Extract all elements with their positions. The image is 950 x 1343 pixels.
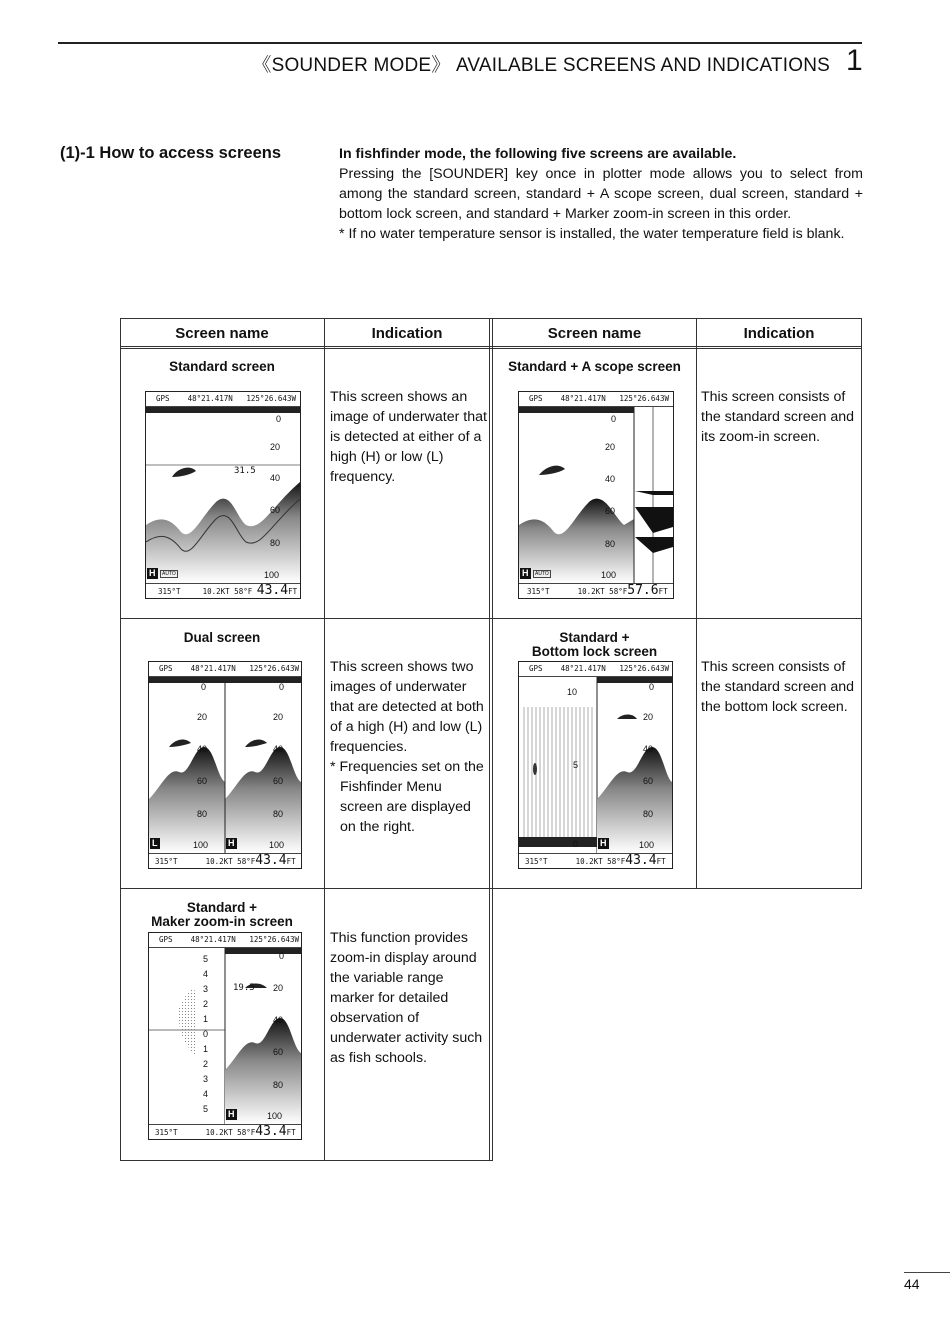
indication-dual-text: This screen shows two images of underwater that are detected at both of a high (H) and low (L) frequencies. — [330, 659, 484, 755]
table-col-rule-1 — [324, 318, 325, 1160]
depth-20: 20 — [270, 442, 281, 452]
depth-20: 20 — [273, 983, 284, 993]
table-row-rule-1 — [120, 618, 862, 619]
h-depth-20: 20 — [273, 712, 284, 722]
depth-0: 0 — [276, 414, 282, 424]
marker-value: 31.5 — [234, 466, 256, 476]
zoom-tick: 5 — [203, 1104, 209, 1114]
gps-bar: GPS 48°21.417N 125°26.643W — [149, 933, 301, 948]
depth-60: 60 — [643, 776, 654, 786]
l-depth-80: 80 — [197, 809, 208, 819]
bl-depth-10: 10 — [567, 687, 578, 697]
depth-40: 40 — [643, 744, 654, 754]
depth-60: 60 — [605, 506, 616, 516]
depth-100: 100 — [264, 570, 280, 580]
echogram — [149, 677, 301, 853]
zoom-tick: 1 — [203, 1044, 209, 1054]
table-header-rule — [120, 346, 862, 347]
marker-zoom-screen-image — [148, 932, 302, 1140]
l-depth-0: 0 — [201, 682, 207, 692]
header-title: AVAILABLE SCREENS AND INDICATIONS — [450, 55, 830, 76]
zoom-tick: 2 — [203, 1059, 209, 1069]
depth-80: 80 — [270, 538, 281, 548]
freq-h-label: H — [149, 568, 156, 578]
zoom-tick: 3 — [203, 1074, 209, 1084]
zoom-tick: 3 — [203, 984, 209, 994]
depth-0: 0 — [279, 951, 285, 961]
depth-20: 20 — [643, 712, 654, 722]
intro-note: * If no water temperature sensor is installed, the water temperature field is blank. — [339, 226, 845, 242]
marker-value: 19.5 — [233, 983, 255, 993]
h-depth-80: 80 — [273, 809, 284, 819]
section-title: (1)-1 How to access screens — [60, 144, 282, 162]
screen-name-bottom-lock — [493, 631, 696, 659]
indication-standard: This screen shows an image of underwater that is detected at either of a high (H) or low (L) frequency. — [330, 389, 487, 485]
gps-bar: GPS 48°21.417N 125°26.643W — [146, 392, 300, 407]
screen-name-standard: Standard screen — [169, 359, 275, 374]
depth-0: 0 — [649, 682, 655, 692]
screen-name-marker-zoom — [120, 901, 324, 929]
zoom-tick: 4 — [203, 969, 209, 979]
h-depth-60: 60 — [273, 776, 284, 786]
echogram — [146, 407, 300, 583]
intro-lead: In fishfinder mode, the following five screens are available. — [339, 146, 737, 162]
page-header — [0, 50, 830, 77]
bottom-lock-screen-image — [518, 661, 673, 869]
echogram — [519, 677, 672, 853]
screen-name-dual: Dual screen — [183, 630, 261, 645]
depth-60: 60 — [273, 1047, 284, 1057]
dual-screen-image — [148, 661, 302, 869]
depth-0: 0 — [611, 414, 617, 424]
h-depth-0: 0 — [279, 682, 285, 692]
ascope-screen-image — [518, 391, 674, 599]
zoom-tick: 4 — [203, 1089, 209, 1099]
depth-100: 100 — [639, 840, 655, 850]
depth-80: 80 — [273, 1080, 284, 1090]
depth-40: 40 — [270, 473, 281, 483]
gps-bar: GPS 48°21.417N 125°26.643W — [519, 392, 673, 407]
depth-80: 80 — [605, 539, 616, 549]
table-col-rule-4 — [696, 318, 697, 889]
depth-100: 100 — [267, 1111, 283, 1121]
zoom-tick: 2 — [203, 999, 209, 1009]
gps-bar: GPS 48°21.417N 125°26.643W — [149, 662, 301, 677]
table-col-rule-2 — [489, 318, 490, 1160]
echogram — [519, 407, 673, 583]
chapter-number: 1 — [846, 44, 863, 77]
screen-name-bottom-lock-line1: Standard + — [559, 630, 630, 645]
screen-name-marker-zoom-line2: Maker zoom-in screen — [151, 914, 293, 929]
freq-h-label: H — [228, 838, 235, 848]
col-screen-name-1: Screen name — [175, 325, 269, 342]
screen-name-bottom-lock-line2: Bottom lock screen — [531, 644, 658, 659]
header-mark-right: 》 — [431, 55, 451, 76]
indication-bottom-lock: This screen consists of the standard screen and the bottom lock screen. — [701, 659, 855, 715]
bl-depth-5: 5 — [573, 760, 579, 770]
status-bar: 315°T 10.2KT 58°F43.4FT — [519, 853, 672, 868]
zoom-tick: 1 — [203, 1014, 209, 1024]
l-depth-60: 60 — [197, 776, 208, 786]
indication-dual-note: * Frequencies set on the Fishfinder Menu screen are displayed on the right. — [330, 759, 484, 835]
table-header-rule-2 — [120, 348, 862, 349]
indication-ascope: This screen consists of the standard screen and its zoom-in screen. — [701, 389, 855, 445]
freq-h-label: H — [228, 1109, 235, 1119]
freq-h-label: H — [600, 838, 607, 848]
screen-name-marker-zoom-line1: Standard + — [186, 900, 258, 915]
zoom-scale — [203, 952, 208, 1117]
page-number: 44 — [904, 1276, 920, 1292]
depth-80: 80 — [643, 809, 654, 819]
l-depth-40: 40 — [197, 744, 208, 754]
screen-name-ascope: Standard + A scope screen — [508, 359, 681, 374]
l-depth-20: 20 — [197, 712, 208, 722]
bl-depth-0: 0 — [573, 839, 579, 849]
header-mode: SOUNDER MODE — [271, 55, 432, 76]
freq-h-label: H — [522, 568, 529, 578]
header-mark-left: 《 — [252, 55, 272, 76]
intro-body: Pressing the [SOUNDER] key once in plotter mode allows you to select from among the standard screen, standard + A scope screen, dual screen, standard + bottom lock screen, and standard + Marker zoom-in screen in this order. — [339, 166, 863, 222]
h-depth-100: 100 — [269, 840, 285, 850]
depth-40: 40 — [273, 1015, 284, 1025]
indication-marker-zoom: This function provides zoom-in display around the variable range marker for detailed observation of underwater activity such as fish schools. — [330, 930, 483, 1066]
standard-screen-image — [145, 391, 301, 599]
status-bar: 315°T 10.2KT 58°F43.4FT — [149, 853, 301, 868]
auto-label: AUTO — [162, 571, 176, 577]
depth-40: 40 — [605, 474, 616, 484]
zoom-tick: 5 — [203, 954, 209, 964]
status-bar: 315°T 10.2KT 58°F 43.4FT — [146, 583, 300, 598]
col-screen-name-2: Screen name — [547, 325, 642, 342]
intro-text — [339, 144, 863, 244]
gps-bar: GPS 48°21.417N 125°26.643W — [519, 662, 672, 677]
depth-60: 60 — [270, 505, 281, 515]
status-bar: 315°T 10.2KT 58°F57.6FT — [519, 583, 673, 598]
page-number-rule — [904, 1272, 950, 1273]
zoom-tick: 0 — [203, 1029, 209, 1039]
status-bar: 315°T 10.2KT 58°F43.4FT — [149, 1124, 301, 1139]
freq-l-label: L — [152, 838, 158, 848]
depth-100: 100 — [601, 570, 617, 580]
header-rule — [58, 42, 862, 44]
indication-dual — [330, 657, 488, 837]
h-depth-40: 40 — [273, 744, 284, 754]
depth-20: 20 — [605, 442, 616, 452]
auto-label: AUTO — [535, 571, 549, 577]
table-empty-cell — [493, 889, 863, 1161]
col-indication-1: Indication — [371, 325, 443, 342]
l-depth-100: 100 — [193, 840, 209, 850]
echogram — [149, 948, 301, 1124]
col-indication-2: Indication — [743, 325, 815, 342]
